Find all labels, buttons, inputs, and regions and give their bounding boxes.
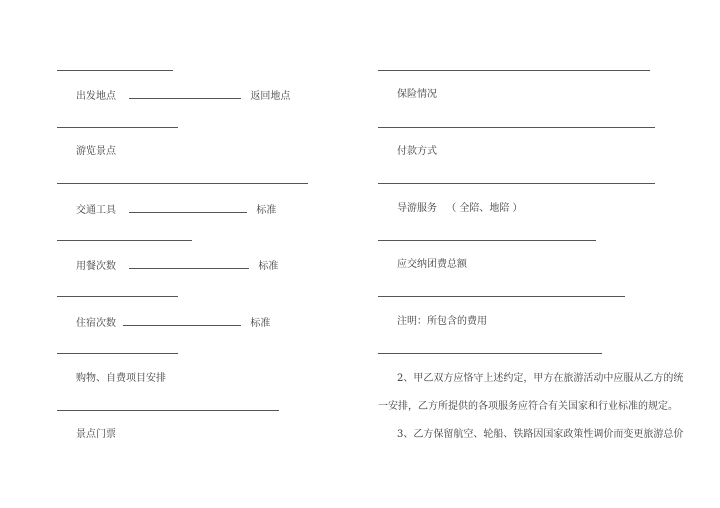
lodging-standard-label: 标准 xyxy=(250,318,271,329)
total-fee-label: 应交纳团费总额 xyxy=(397,259,467,270)
sights-label: 游览景点 xyxy=(76,146,116,157)
blank-line[interactable] xyxy=(57,70,173,71)
guide-options: （ 全陪、地陪 ） xyxy=(446,203,523,214)
note-label: 注明：所包含的费用 xyxy=(397,316,487,327)
payment-field[interactable] xyxy=(378,183,655,184)
total-fee-field[interactable] xyxy=(378,296,625,297)
meals-row xyxy=(76,259,278,273)
transport-row xyxy=(76,203,276,217)
guide-label: 导游服务 xyxy=(397,203,437,214)
clause-3-line-1: 3、乙方保留航空、轮船、铁路因国家政策性调价而变更旅游总价 xyxy=(397,429,684,440)
departure-label: 出发地点 xyxy=(76,91,116,102)
blank-line[interactable] xyxy=(378,70,650,71)
clause-2-line-2: 一安排，乙方所提供的各项服务应符合有关国家和行业标准的规定。 xyxy=(378,401,678,412)
lodging-field[interactable] xyxy=(123,316,241,326)
payment-label: 付款方式 xyxy=(397,146,437,157)
lodging-label: 住宿次数 xyxy=(76,318,116,329)
meals-label: 用餐次数 xyxy=(76,261,116,272)
guide-field[interactable] xyxy=(378,240,596,241)
tickets-label: 景点门票 xyxy=(76,429,116,440)
note-field[interactable] xyxy=(378,353,602,354)
transport-standard-field[interactable] xyxy=(57,240,192,241)
return-label: 返回地点 xyxy=(250,91,291,102)
insurance-field[interactable] xyxy=(378,127,655,128)
meals-standard-field[interactable] xyxy=(57,296,178,297)
shopping-field[interactable] xyxy=(57,410,279,411)
transport-field[interactable] xyxy=(129,203,247,213)
lodging-row xyxy=(76,316,270,330)
clause-2-line-1: 2、甲乙双方应恪守上述约定，甲方在旅游活动中应服从乙方的统 xyxy=(397,373,684,384)
meals-standard-label: 标准 xyxy=(258,261,279,272)
meals-field[interactable] xyxy=(129,259,249,269)
transport-label: 交通工具 xyxy=(76,205,116,216)
transport-standard-label: 标准 xyxy=(256,205,277,216)
guide-row xyxy=(397,203,523,215)
sights-field[interactable] xyxy=(57,183,308,184)
lodging-standard-field[interactable] xyxy=(57,353,178,354)
shopping-label: 购物、自费项目安排 xyxy=(76,373,166,384)
insurance-label: 保险情况 xyxy=(397,89,437,100)
return-field[interactable] xyxy=(57,127,178,128)
departure-field[interactable] xyxy=(129,89,241,99)
departure-row xyxy=(76,89,290,103)
